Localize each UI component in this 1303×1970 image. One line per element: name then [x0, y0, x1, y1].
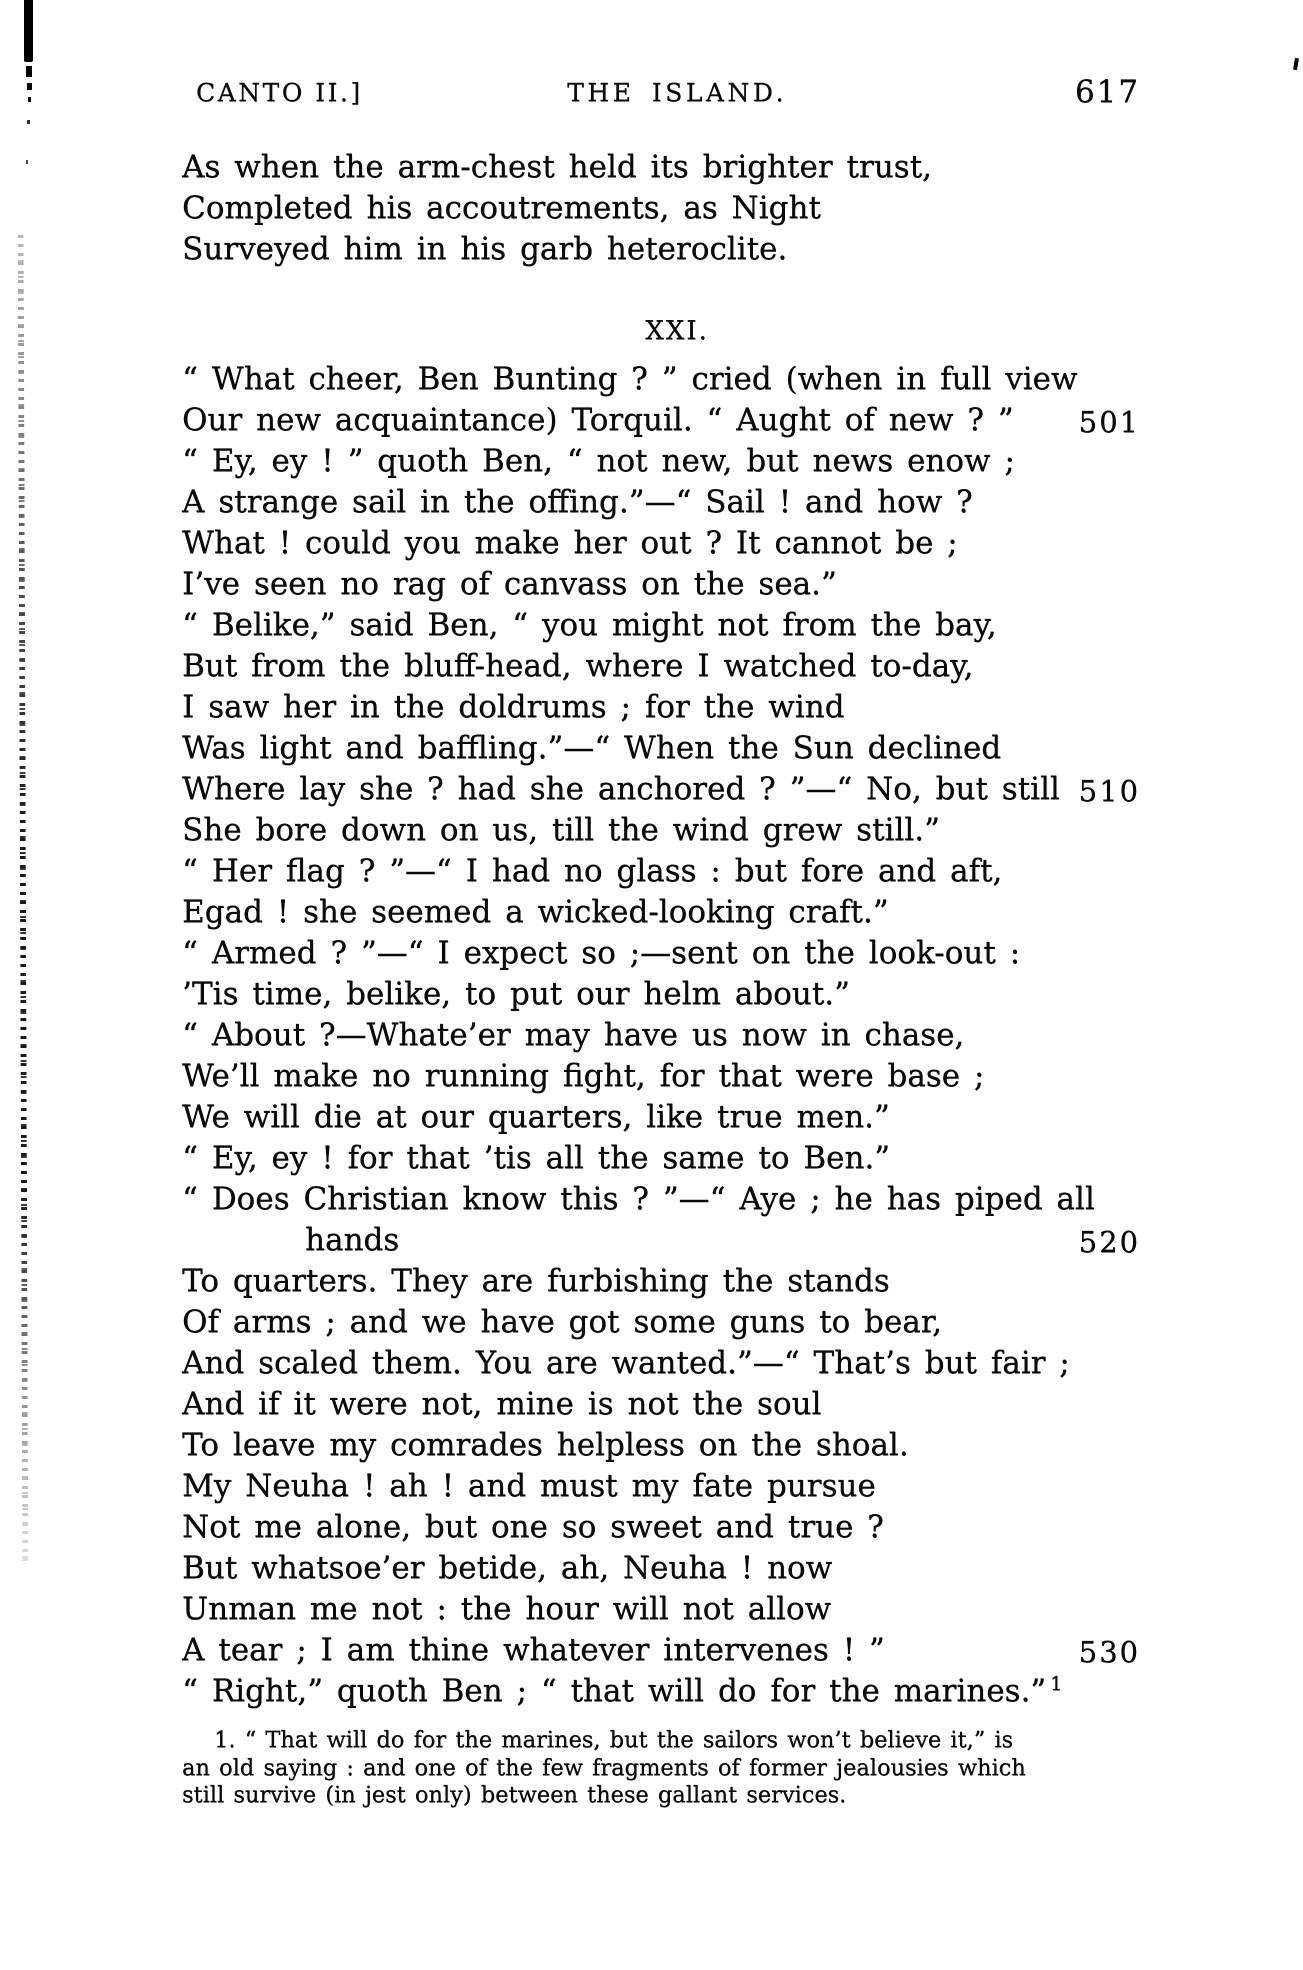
verse-line	[182, 1343, 1140, 1384]
verse-line-text: “ Her flag ? ”—“ I had no glass : but fore and aft,	[182, 853, 1003, 889]
verse-line-text: Completed his accoutrements, as Night	[182, 190, 821, 226]
footnote-line-text: 1. “ That will do for the marines, but the sailors won’t believe it,” is	[214, 1727, 1014, 1753]
verse-line	[182, 1097, 1140, 1138]
verse-line	[182, 1466, 1140, 1507]
verse-line-text: “ What cheer, Ben Bunting ? ” cried (when in full view	[182, 361, 1078, 397]
header-title: THE ISLAND.	[567, 78, 787, 107]
verse-line	[182, 1425, 1140, 1466]
stanza-heading: XXI.	[645, 316, 709, 346]
scan-binding-mark	[24, 0, 33, 62]
verse-line-text: “ Does Christian know this ? ”—“ Aye ; he has piped all	[182, 1181, 1095, 1217]
verse-line-text: ’Tis time, belike, to put our helm about.”	[182, 976, 850, 1012]
verse-line	[182, 188, 932, 229]
footnote-line-text: an old saying : and one of the few fragments of former jealousies which	[182, 1754, 1026, 1781]
verse-line-text: “ Armed ? ”—“ I expect so ;—sent on the look-out :	[182, 935, 1021, 971]
verse-line	[182, 646, 1140, 687]
verse-line-text: But whatsoe’er betide, ah, Neuha ! now	[182, 1550, 833, 1586]
footnote-reference: 1	[1050, 1671, 1063, 1695]
verse-line-text: A tear ; I am thine whatever intervenes ! ”	[182, 1632, 885, 1668]
verse-line-text: Where lay she ? had she anchored ? ”—“ No, but still	[182, 771, 1060, 807]
verse-line	[182, 892, 1140, 933]
footnote-line	[182, 1727, 1162, 1755]
verse-line	[182, 1056, 1140, 1097]
verse-line-text: “ Right,” quoth Ben ; “ that will do for the marines.”	[182, 1673, 1047, 1709]
verse-line-number: 530	[1078, 1635, 1140, 1669]
verse-line	[182, 974, 1140, 1015]
verse-line-text: She bore down on us, till the wind grew still.”	[182, 812, 940, 848]
verse-line	[182, 605, 1140, 646]
header-page-number: 617	[1074, 74, 1140, 110]
verse-line	[182, 1671, 1140, 1712]
verse-line	[182, 564, 1140, 605]
scan-speck	[26, 66, 32, 77]
scan-speck	[26, 160, 28, 164]
verse-line-text: hands	[305, 1222, 400, 1258]
footnote-line	[182, 1755, 1162, 1783]
verse-line	[182, 359, 1140, 400]
verse-line	[182, 229, 932, 270]
verse-line-text: I’ve seen no rag of canvass on the sea.”	[182, 566, 837, 602]
verse-line	[182, 1015, 1140, 1056]
footnote	[182, 1727, 1162, 1810]
verse-line-text: And if it were not, mine is not the soul	[182, 1386, 822, 1422]
verse-line-text: My Neuha ! ah ! and must my fate pursue	[182, 1468, 876, 1504]
verse-line-text: We’ll make no running fight, for that were base ;	[182, 1058, 985, 1094]
verse-line	[182, 1589, 1140, 1630]
verse-line	[182, 1220, 1140, 1261]
verse-line	[182, 1302, 1140, 1343]
scan-speck	[27, 83, 32, 90]
verse-line-text: Was light and baffling.”—“ When the Sun declined	[182, 730, 1002, 766]
verse-line	[182, 1138, 1140, 1179]
verse-line	[182, 1548, 1140, 1589]
scan-speck	[27, 120, 30, 124]
verse-line	[182, 933, 1140, 974]
verse-line	[182, 1384, 1140, 1425]
verse-line	[182, 523, 1140, 564]
verse-line-text: “ Belike,” said Ben, “ you might not from the bay,	[182, 607, 997, 643]
verse-line	[182, 441, 1140, 482]
verse-line	[182, 1261, 1140, 1302]
verse-line-text: A strange sail in the offing.”—“ Sail ! and how ?	[182, 484, 973, 520]
verse-line-text: What ! could you make her out ? It cannot be ;	[182, 525, 958, 561]
stanza-xxi	[182, 359, 1140, 1712]
verse-line-text: Our new acquaintance) Torquil. “ Aught of new ? ”	[182, 402, 1014, 438]
scan-speck	[1293, 58, 1299, 71]
verse-line-text: We will die at our quarters, like true men.”	[182, 1099, 890, 1135]
verse-line	[182, 851, 1140, 892]
verse-line-number: 510	[1078, 774, 1140, 808]
verse-line-text: “ About ?—Whate’er may have us now in chase,	[182, 1017, 965, 1053]
verse-line	[182, 687, 1140, 728]
verse-line	[182, 1630, 1140, 1671]
verse-line	[182, 810, 1140, 851]
verse-line-text: As when the arm-chest held its brighter trust,	[182, 149, 932, 185]
verse-line-text: Of arms ; and we have got some guns to bear,	[182, 1304, 942, 1340]
verse-line-number: 501	[1078, 405, 1140, 439]
verse-line-number: 520	[1078, 1225, 1140, 1259]
verse-line-text: Unman me not : the hour will not allow	[182, 1591, 832, 1627]
verse-line-text: To leave my comrades helpless on the shoal.	[182, 1427, 909, 1463]
verse-line-text: Surveyed him in his garb heteroclite.	[182, 231, 788, 267]
scan-speckle-strip	[18, 235, 29, 1565]
verse-line-text: And scaled them. You are wanted.”—“ That’s but fair ;	[182, 1345, 1070, 1381]
verse-line-text: “ Ey, ey ! ” quoth Ben, “ not new, but news enow ;	[182, 443, 1015, 479]
verse-line	[182, 400, 1140, 441]
verse-line	[182, 482, 1140, 523]
verse-line-text: Egad ! she seemed a wicked-looking craft.”	[182, 894, 889, 930]
footnote-line-text: still survive (in jest only) between these gallant services.	[182, 1782, 847, 1808]
scan-speck	[28, 97, 31, 102]
verse-line-text: To quarters. They are furbishing the stands	[182, 1263, 890, 1299]
verse-line	[182, 1507, 1140, 1548]
verse-line	[182, 728, 1140, 769]
verse-line	[182, 1179, 1140, 1220]
running-header	[182, 72, 1140, 112]
stanza-xx-lines	[182, 147, 932, 270]
header-canto: CANTO II.]	[196, 78, 363, 107]
verse-line-text: But from the bluff-head, where I watched to-day,	[182, 648, 974, 684]
verse-line	[182, 147, 932, 188]
verse-line	[182, 769, 1140, 810]
verse-line-text: Not me alone, but one so sweet and true ?	[182, 1509, 884, 1545]
verse-line-text: “ Ey, ey ! for that ’tis all the same to Ben.”	[182, 1140, 891, 1176]
verse-line-text: I saw her in the doldrums ; for the wind	[182, 689, 845, 725]
footnote-line	[182, 1782, 1162, 1810]
